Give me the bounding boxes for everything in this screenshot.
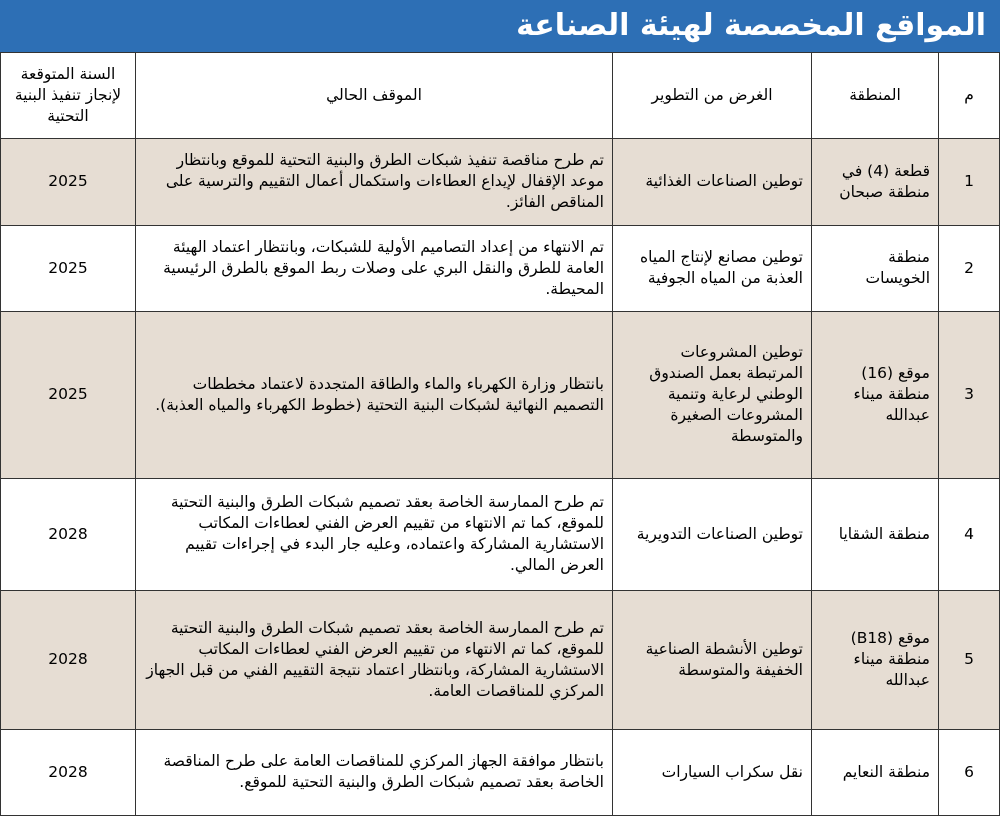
row-area: منطقة النعايم bbox=[812, 729, 939, 815]
header-status: الموقف الحالي bbox=[136, 53, 613, 139]
row-purpose: نقل سكراب السيارات bbox=[613, 729, 812, 815]
row-num: 6 bbox=[939, 729, 1000, 815]
row-purpose: توطين الأنشطة الصناعية الخفيفة والمتوسطة bbox=[613, 591, 812, 730]
row-status: تم طرح مناقصة تنفيذ شبكات الطرق والبنية التحتية للموقع وبانتظار موعد الإقفال لإيداع العطاءات واستكمال أعمال التقييم والترسية على المناقص الفائز. bbox=[136, 139, 613, 225]
table-row bbox=[1, 729, 1000, 815]
row-year: 2025 bbox=[1, 311, 136, 478]
page-title: المواقع المخصصة لهيئة الصناعة bbox=[516, 8, 986, 43]
row-area: موقع (B18) منطقة ميناء عبدالله bbox=[812, 591, 939, 730]
table-row bbox=[1, 225, 1000, 311]
row-area: منطقة الشقايا bbox=[812, 478, 939, 590]
row-status: تم طرح الممارسة الخاصة بعقد تصميم شبكات الطرق والبنية التحتية للموقع، كما تم الانتهاء من تقييم العرض الفني لعطاءات المكاتب الاستشارية المشاركة، وبانتظار اعتماد نتيجة التقييم الفني من قبل الجهاز المركزي للمناقصات العامة. bbox=[136, 591, 613, 730]
header-purpose: الغرض من التطوير bbox=[613, 53, 812, 139]
header-area: المنطقة bbox=[812, 53, 939, 139]
table-row bbox=[1, 311, 1000, 478]
row-area: موقع (16) منطقة ميناء عبدالله bbox=[812, 311, 939, 478]
table-row bbox=[1, 478, 1000, 590]
row-area: منطقة الخويسات bbox=[812, 225, 939, 311]
row-status: تم طرح الممارسة الخاصة بعقد تصميم شبكات الطرق والبنية التحتية للموقع، كما تم الانتهاء من تقييم العرض الفني لعطاءات المكاتب الاستشارية المشاركة واعتماده، وعليه جار البدء في إجراءات تقييم العرض المالي. bbox=[136, 478, 613, 590]
header-year: السنة المتوقعة لإنجاز تنفيذ البنية التحتية bbox=[1, 53, 136, 139]
row-status: بانتظار وزارة الكهرباء والماء والطاقة المتجددة لاعتماد مخططات التصميم النهائية لشبكات البنية التحتية (خطوط الكهرباء والمياه العذبة). bbox=[136, 311, 613, 478]
row-purpose: توطين الصناعات التدويرية bbox=[613, 478, 812, 590]
row-num: 4 bbox=[939, 478, 1000, 590]
row-purpose: توطين مصانع لإنتاج المياه العذبة من المياه الجوفية bbox=[613, 225, 812, 311]
row-num: 2 bbox=[939, 225, 1000, 311]
row-year: 2025 bbox=[1, 139, 136, 225]
row-status: بانتظار موافقة الجهاز المركزي للمناقصات العامة على طرح المناقصة الخاصة بعقد تصميم شبكات الطرق والبنية التحتية للموقع. bbox=[136, 729, 613, 815]
table-row bbox=[1, 591, 1000, 730]
row-num: 3 bbox=[939, 311, 1000, 478]
row-year: 2028 bbox=[1, 729, 136, 815]
row-area: قطعة (4) في منطقة صبحان bbox=[812, 139, 939, 225]
row-purpose: توطين المشروعات المرتبطة بعمل الصندوق الوطني لرعاية وتنمية المشروعات الصغيرة والمتوسطة bbox=[613, 311, 812, 478]
table-header-row bbox=[1, 53, 1000, 139]
row-purpose: توطين الصناعات الغذائية bbox=[613, 139, 812, 225]
header-num: م bbox=[939, 53, 1000, 139]
row-year: 2025 bbox=[1, 225, 136, 311]
table-row bbox=[1, 139, 1000, 225]
sites-table bbox=[0, 52, 1000, 816]
row-status: تم الانتهاء من إعداد التصاميم الأولية للشبكات، وبانتظار اعتماد الهيئة العامة للطرق والنقل البري على وصلات ربط الموقع بالطرق الرئيسية المحيطة. bbox=[136, 225, 613, 311]
title-bar bbox=[0, 0, 1000, 52]
row-num: 1 bbox=[939, 139, 1000, 225]
row-year: 2028 bbox=[1, 478, 136, 590]
row-year: 2028 bbox=[1, 591, 136, 730]
row-num: 5 bbox=[939, 591, 1000, 730]
